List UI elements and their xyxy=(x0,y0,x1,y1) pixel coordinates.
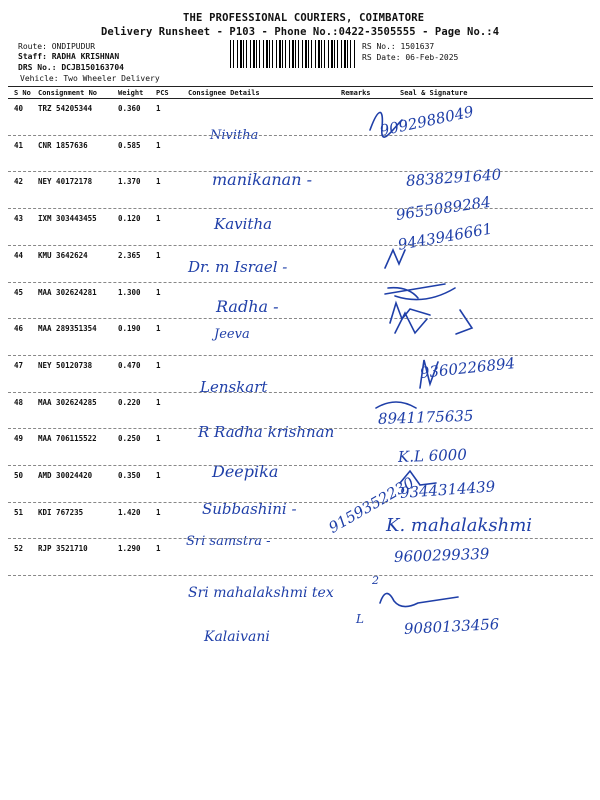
row-weight: 0.120 xyxy=(118,214,141,224)
barcode-bar xyxy=(230,40,231,68)
row-weight: 1.370 xyxy=(118,177,141,187)
row-pcs: 1 xyxy=(156,250,161,260)
row-consignee-name: Subbashini - xyxy=(202,500,297,518)
row-consignee-name: Sri samstra - xyxy=(186,534,271,549)
row-weight: 0.250 xyxy=(118,434,141,444)
row-consignee-name: R Radha krishnan xyxy=(198,423,335,441)
barcode-bar xyxy=(259,40,260,68)
barcode-bar xyxy=(295,40,296,68)
drs-label xyxy=(18,63,124,73)
row-pcs: 1 xyxy=(156,287,161,297)
runsheet-subtitle: Delivery Runsheet - P103 - Phone No.:0422-3505555 - Page No.:4 xyxy=(101,26,500,38)
signature-52 xyxy=(380,593,458,606)
row-pcs: 1 xyxy=(156,434,161,444)
row-consignee-phone: 9159352230 xyxy=(325,473,418,537)
rs-date: RS Date: 06-Feb-2025 xyxy=(362,53,459,62)
col-seal: Seal & Signature xyxy=(400,89,468,97)
barcode-bar xyxy=(308,40,309,68)
col-sno: S No xyxy=(14,89,31,97)
barcode-bar xyxy=(233,40,234,68)
row-consignee-name: Kavitha xyxy=(214,215,273,233)
row-sno: 47 xyxy=(14,360,24,370)
signature-40 xyxy=(370,112,402,137)
row-consignee-phone: 8941175635 xyxy=(377,406,474,428)
row-sno: 40 xyxy=(14,104,24,113)
staff-prefix: Staff: xyxy=(18,52,52,61)
drs-number: DCJB150163704 xyxy=(61,63,124,72)
barcode-bar xyxy=(344,40,346,68)
signature-scribbles xyxy=(340,98,600,638)
barcode-bar xyxy=(298,40,299,68)
barcode-bar xyxy=(237,40,238,68)
barcode-bar xyxy=(250,40,251,68)
barcode-bar xyxy=(347,40,348,68)
signature-43 xyxy=(390,303,430,323)
row-consignee-phone: 9092988049 xyxy=(378,102,476,140)
row-weight: 0.220 xyxy=(118,397,141,407)
barcode-bar xyxy=(305,40,307,68)
row-consignment-no: MAA 302624285 xyxy=(38,397,97,407)
row-pcs: 1 xyxy=(156,507,161,517)
signature-47 xyxy=(376,402,416,408)
row-pcs: 1 xyxy=(156,360,161,370)
row-consignee-name: Deepika xyxy=(212,462,279,481)
row-consignment-no: TRZ 54205344 xyxy=(38,104,93,113)
row-sno: 48 xyxy=(14,397,24,407)
barcode-bar xyxy=(328,40,329,68)
row-pcs: 1 xyxy=(156,544,161,554)
barcode-bar xyxy=(243,40,244,68)
row-consignment-no: NEY 40172178 xyxy=(38,177,93,187)
row-consignee-name: Dr. m Israel - xyxy=(188,258,288,276)
row-consignee-phone: 9600299339 xyxy=(393,544,490,566)
barcode-bar xyxy=(272,40,273,68)
row-sno: 45 xyxy=(14,287,24,297)
row-consignment-no: MAA 302624281 xyxy=(38,287,97,297)
barcode-bar xyxy=(321,40,322,68)
row-weight: 0.190 xyxy=(118,324,141,334)
barcode-bar xyxy=(240,40,242,68)
row-sno: 52 xyxy=(14,544,24,554)
barcode-bar xyxy=(256,40,257,68)
row-consignee-phone: 9360226894 xyxy=(419,354,516,382)
staff-name: RADHA KRISHNAN xyxy=(51,52,120,61)
row-consignee-phone: K.L 6000 xyxy=(397,445,468,466)
row-consignee-name: Lenskart xyxy=(200,378,268,396)
barcode-bar xyxy=(266,40,268,68)
row-consignment-no: CNR 1857636 xyxy=(38,140,88,150)
barcode-bar xyxy=(334,40,335,68)
row-weight: 2.365 xyxy=(118,250,141,260)
row-consignment-no: IXM 303443455 xyxy=(38,214,97,224)
barcode-bar xyxy=(315,40,316,68)
row-consignee-name: Jeeva xyxy=(214,327,250,342)
vehicle-label: Vehicle: Two Wheeler Delivery xyxy=(20,74,160,83)
barcode-bar xyxy=(331,40,333,68)
col-weight: Weight xyxy=(118,89,144,97)
row-weight: 0.470 xyxy=(118,360,141,370)
row-consignment-no: KMU 3642624 xyxy=(38,250,88,260)
row-weight: 1.420 xyxy=(118,507,141,517)
row-consignee-phone: 9655089284 xyxy=(394,192,492,224)
row-sno: 41 xyxy=(14,140,24,150)
handwritten-mark-2: 2 xyxy=(372,574,379,587)
row-pcs: 1 xyxy=(156,140,161,150)
row-consignment-no: MAA 706115522 xyxy=(38,434,97,444)
col-consignee: Consignee Details xyxy=(188,89,260,97)
row-consignment-no: RJP 3521710 xyxy=(38,544,88,554)
row-consignment-no: NEY 50120738 xyxy=(38,360,93,370)
barcode-bar xyxy=(253,40,255,68)
row-consignee-name: Kalaivani xyxy=(204,629,270,645)
signature-51-name: K. mahalakshmi xyxy=(386,515,533,536)
row-weight: 0.350 xyxy=(118,471,141,480)
barcode-bar xyxy=(269,40,270,68)
barcode-bar xyxy=(292,40,294,68)
signature-49 xyxy=(400,471,436,485)
staff-label xyxy=(18,52,119,62)
barcode-bar xyxy=(282,40,283,68)
row-sno: 50 xyxy=(14,471,24,480)
row-consignee-name: Radha - xyxy=(216,297,279,316)
barcode-bar xyxy=(318,40,320,68)
col-pcs: PCS xyxy=(156,89,169,97)
barcode-bar xyxy=(263,40,264,68)
barcode-bar xyxy=(302,40,303,68)
signature-44 xyxy=(385,284,455,300)
row-sno: 43 xyxy=(14,214,24,224)
row-weight: 1.300 xyxy=(118,287,141,297)
row-consignment-no: KDI 767235 xyxy=(38,507,84,517)
row-pcs: 1 xyxy=(156,471,161,480)
barcode-bar xyxy=(246,40,247,68)
drs-prefix: DRS No.: xyxy=(18,63,62,72)
row-weight: 1.290 xyxy=(118,544,141,554)
barcode-bar xyxy=(276,40,277,68)
row-pcs: 1 xyxy=(156,177,161,187)
row-pcs: 1 xyxy=(156,397,161,407)
row-consignment-no: MAA 289351354 xyxy=(38,324,97,334)
col-remarks: Remarks xyxy=(341,89,371,97)
barcode-bar xyxy=(289,40,290,68)
route-label: Route: ONDIPUDUR xyxy=(18,42,96,51)
barcode-bar xyxy=(324,40,325,68)
row-weight: 0.360 xyxy=(118,104,141,113)
signature-46 xyxy=(420,360,438,388)
rs-number: RS No.: 1501637 xyxy=(362,42,435,51)
col-consignment: Consignment No xyxy=(38,89,98,97)
row-pcs: 1 xyxy=(156,214,161,224)
company-title: THE PROFESSIONAL COURIERS, COIMBATORE xyxy=(183,12,425,24)
row-consignee-phone: 9443946661 xyxy=(396,219,494,254)
row-sno: 49 xyxy=(14,434,24,444)
row-pcs: 1 xyxy=(156,104,161,113)
barcode xyxy=(230,40,356,68)
row-consignee-phone: 9344314439 xyxy=(399,477,496,502)
barcode-bar xyxy=(341,40,342,68)
row-consignee-name: manikanan - xyxy=(212,170,313,189)
barcode-bar xyxy=(311,40,312,68)
signature-42 xyxy=(385,250,405,268)
barcode-bar xyxy=(279,40,281,68)
row-sno: 42 xyxy=(14,177,24,187)
row-sno: 51 xyxy=(14,507,24,517)
barcode-bar xyxy=(337,40,338,68)
row-sno: 44 xyxy=(14,250,24,260)
barcode-bar xyxy=(285,40,286,68)
barcode-bar xyxy=(354,40,355,68)
handwritten-mark-l: L xyxy=(356,612,364,626)
row-consignee-name: Nivitha xyxy=(210,128,259,143)
row-consignment-no: AMD 30024420 xyxy=(38,471,93,480)
row-pcs: 1 xyxy=(156,324,161,334)
barcode-bar xyxy=(350,40,351,68)
row-weight: 0.585 xyxy=(118,140,141,150)
header-top-rule xyxy=(8,86,593,87)
row-consignee-phone: 9080133456 xyxy=(403,615,500,638)
row-consignee-phone: 8838291640 xyxy=(405,165,502,190)
row-sno: 46 xyxy=(14,324,24,334)
row-consignee-name: Sri mahalakshmi tex xyxy=(188,585,334,601)
